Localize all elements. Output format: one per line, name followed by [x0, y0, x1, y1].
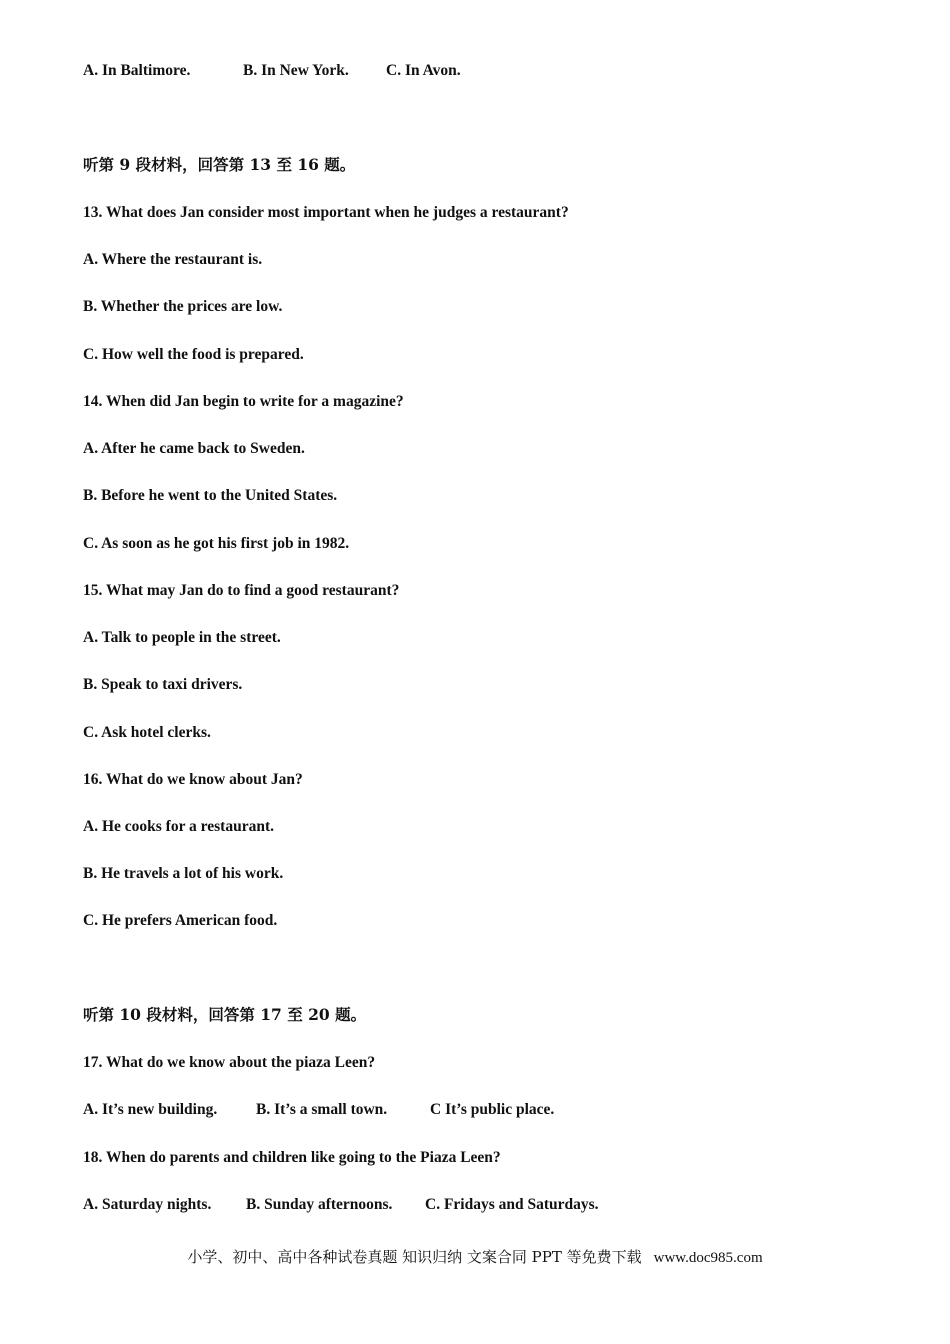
q14-option-b: B. Before he went to the United States. — [83, 487, 338, 504]
footer-url[interactable]: www.doc985.com — [653, 1250, 763, 1266]
question-14: 14. When did Jan begin to write for a magazine? — [83, 393, 404, 410]
q13-option-b: B. Whether the prices are low. — [83, 298, 283, 315]
q18-option-a: A. Saturday nights. — [83, 1196, 212, 1213]
q15-option-b: B. Speak to taxi drivers. — [83, 676, 243, 693]
option-a: A. In Baltimore. — [83, 62, 191, 79]
q16-option-b: B. He travels a lot of his work. — [83, 865, 284, 882]
question-15: 15. What may Jan do to find a good restaurant? — [83, 582, 400, 599]
q18-options — [83, 1196, 599, 1214]
q13-option-a: A. Where the restaurant is. — [83, 251, 263, 268]
question-18: 18. When do parents and children like going to the Piaza Leen? — [83, 1149, 501, 1166]
question-13: 13. What does Jan consider most important when he judges a restaurant? — [83, 204, 569, 221]
q15-option-c: C. Ask hotel clerks. — [83, 724, 211, 741]
q16-option-c: C. He prefers American food. — [83, 912, 278, 929]
q17-option-a: A. It’s new building. — [83, 1101, 218, 1118]
q17-options — [83, 1101, 554, 1119]
section-10-heading: 听第 10 段材料，回答第 17 至 20 题。 — [83, 1005, 367, 1024]
q17-option-b: B. It’s a small town. — [256, 1101, 388, 1118]
question-16: 16. What do we know about Jan? — [83, 771, 303, 788]
q14-option-c: C. As soon as he got his first job in 1982. — [83, 535, 350, 552]
option-b: B. In New York. — [243, 62, 349, 79]
q15-option-a: A. Talk to people in the street. — [83, 629, 281, 646]
prev-question-options — [83, 62, 461, 80]
q13-option-c: C. How well the food is prepared. — [83, 346, 304, 363]
option-c: C. In Avon. — [386, 62, 461, 79]
q16-option-a: A. He cooks for a restaurant. — [83, 818, 275, 835]
section-9-heading: 听第 9 段材料，回答第 13 至 16 题。 — [83, 155, 356, 174]
q14-option-a: A. After he came back to Sweden. — [83, 440, 305, 457]
question-17: 17. What do we know about the piaza Leen? — [83, 1054, 376, 1071]
q18-option-c: C. Fridays and Saturdays. — [425, 1196, 599, 1213]
q18-option-b: B. Sunday afternoons. — [246, 1196, 393, 1213]
footer-text: 小学、初中、高中各种试卷真题 知识归纳 文案合同 PPT 等免费下载 — [187, 1248, 642, 1266]
page-footer — [0, 1246, 950, 1267]
q17-option-c: C It’s public place. — [430, 1101, 555, 1118]
